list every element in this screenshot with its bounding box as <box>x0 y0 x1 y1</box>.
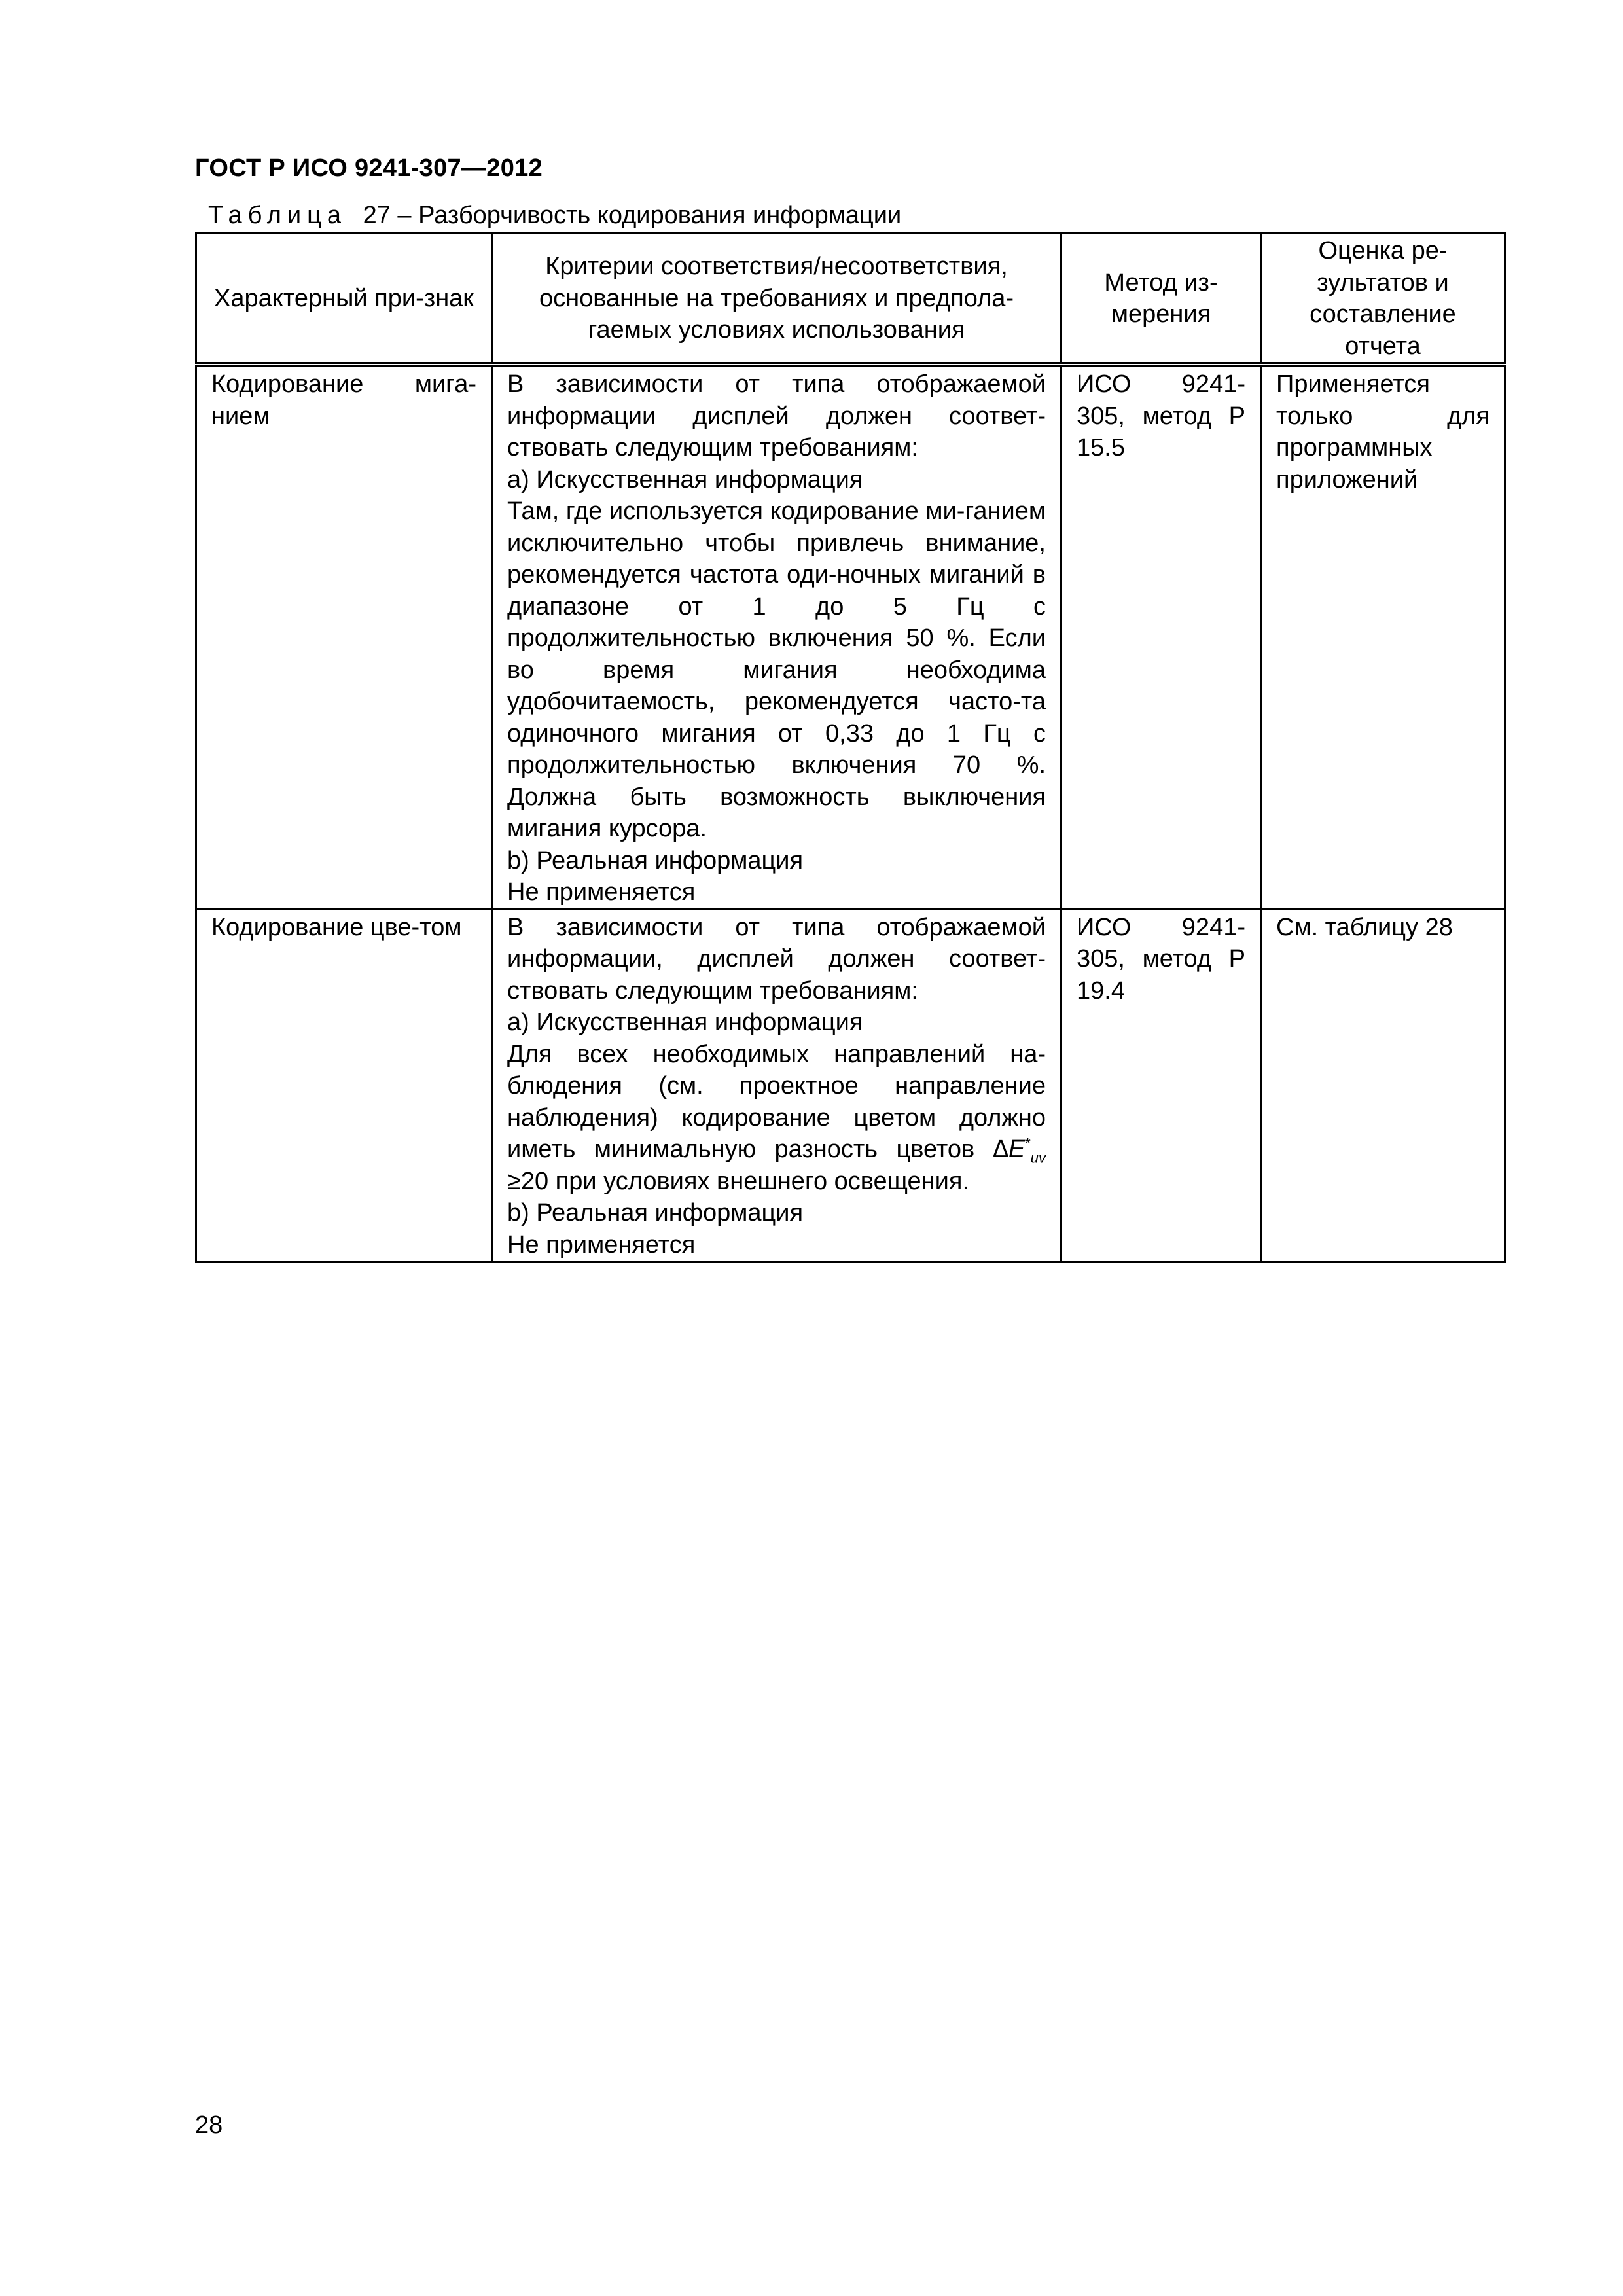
header-method: Метод из-мерения <box>1061 233 1261 365</box>
caption-number: 27 <box>363 202 391 229</box>
criteria-b-text: Не применяется <box>507 878 696 906</box>
criteria-a-heading: a) Искусственная информация <box>507 465 863 493</box>
cell-method: ИСО 9241-305, метод Р 15.5 <box>1061 365 1261 909</box>
legibility-table <box>195 232 1506 1263</box>
header-assessment: Оценка ре-зультатов и составление отчета <box>1261 233 1505 365</box>
cell-feature: Кодирование цве-том <box>196 909 492 1262</box>
table-caption <box>208 202 901 230</box>
criteria-intro: В зависимости от типа отображаемой информации, дисплей должен соответ-ствовать следующим требованиям: <box>507 913 1046 1005</box>
cell-assessment: Применяется только для программных приложений <box>1261 365 1505 909</box>
header-feature: Характерный при-знак <box>196 233 492 365</box>
cell-assessment: См. таблицу 28 <box>1261 909 1505 1262</box>
table-header-row <box>196 233 1505 365</box>
criteria-a-text-part2: ≥20 при условиях внешнего освещения. <box>507 1167 970 1195</box>
document-header: ГОСТ Р ИСО 9241-307—2012 <box>195 154 543 182</box>
delta-e-subscript: uv <box>1030 1149 1046 1166</box>
caption-title: Разборчивость кодирования информации <box>418 202 902 229</box>
cell-feature: Кодирование мига-нием <box>196 365 492 909</box>
cell-method: ИСО 9241-305, метод Р 19.4 <box>1061 909 1261 1262</box>
header-criteria: Критерии соответствия/несоответствия, основанные на требованиях и предпола-гаемых условиях использования <box>492 233 1061 365</box>
cell-criteria <box>492 365 1061 909</box>
criteria-b-text: Не применяется <box>507 1230 696 1259</box>
criteria-a-text <box>507 1039 1046 1198</box>
delta-e-symbol: ∆E <box>993 1136 1026 1163</box>
criteria-a-text: Там, где используется кодирование ми-ганием исключительно чтобы привлечь внимание, рекомендуется частота оди-ночных миганий в диапазоне от 1 до 5 Гц с продолжительностью включения 50 %. Если во время мигания необходима удобочитаемость, рекомендуется часто-та одиночного мигания от 0,33 до 1 Гц с продолжительностью включения 70 %. Должна быть возможность выключения мигания курсора. <box>507 497 1046 842</box>
delta-e-superscript: * <box>1025 1135 1031 1152</box>
caption-word: Таблица <box>208 202 347 229</box>
caption-dash: – <box>397 202 412 229</box>
page-number: 28 <box>195 2111 223 2139</box>
table-row <box>196 909 1505 1262</box>
cell-criteria <box>492 909 1061 1262</box>
criteria-a-text-part1: Для всех необходимых направлений на-блюдения (см. проектное направление наблюдения) кодирование цветом должно иметь минимальную разность цветов <box>507 1040 1046 1163</box>
criteria-b-heading: b) Реальная информация <box>507 846 804 874</box>
criteria-a-heading: a) Искусственная информация <box>507 1009 863 1036</box>
table-row <box>196 365 1505 909</box>
criteria-intro: В зависимости от типа отображаемой информации дисплей должен соответ-ствовать следующим требованиям: <box>507 370 1046 461</box>
criteria-b-heading: b) Реальная информация <box>507 1199 804 1227</box>
